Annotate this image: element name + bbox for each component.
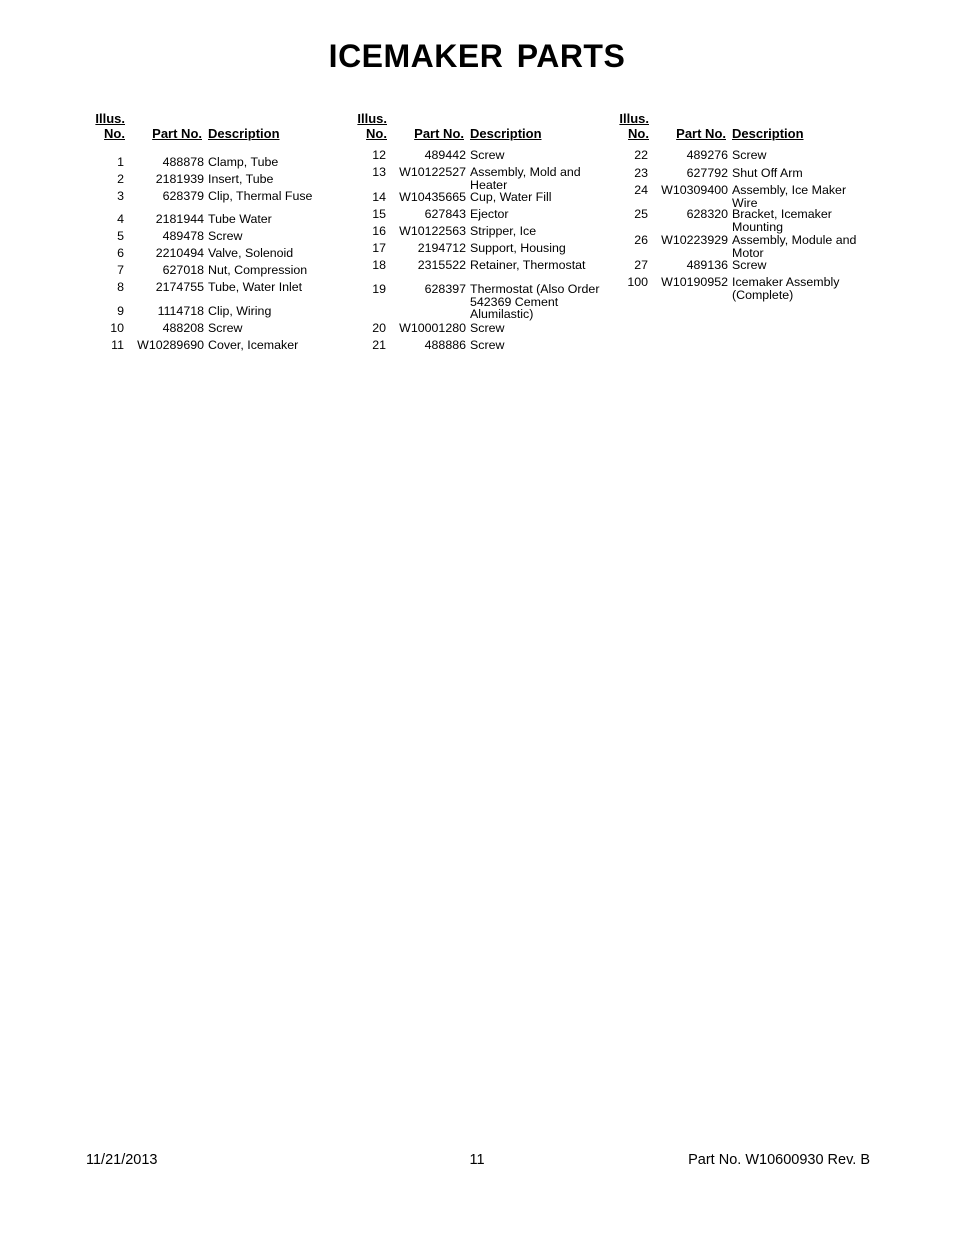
part-description: Screw <box>208 229 243 243</box>
part-description: Stripper, Ice <box>470 224 537 238</box>
part-no: 627018 <box>162 263 204 277</box>
part-description: Clip, Thermal Fuse <box>208 189 313 203</box>
part-no: 627843 <box>424 207 466 221</box>
part-no: 2181944 <box>155 212 204 226</box>
part-description: Cover, Icemaker <box>208 338 299 352</box>
part-no: 2194712 <box>417 241 466 255</box>
illus-no: 17 <box>372 241 386 255</box>
column-header <box>348 110 598 144</box>
part-no-header: Part No. <box>414 126 464 141</box>
illus-no: 10 <box>110 321 124 335</box>
part-description: Tube, Water Inlet <box>208 280 303 294</box>
illus-no: 13 <box>372 165 386 179</box>
illus-no: 3 <box>117 189 124 203</box>
part-description: Cup, Water Fill <box>470 190 552 204</box>
illus-no: 7 <box>117 263 124 277</box>
part-description: Tube Water <box>208 212 272 226</box>
part-no-header: Part No. <box>676 126 726 141</box>
illus-no: 11 <box>111 338 124 352</box>
part-description: Icemaker Assembly (Complete) <box>732 275 840 302</box>
illus-no: 15 <box>372 207 386 221</box>
illus-no: 27 <box>634 258 648 272</box>
illus-no: 20 <box>372 321 386 335</box>
illus-no: 23 <box>634 166 648 180</box>
page-title: ICEMAKER PARTS <box>328 38 626 74</box>
part-description: Screw <box>732 258 767 272</box>
part-description: Clamp, Tube <box>208 155 279 169</box>
illus-no: 14 <box>372 190 386 204</box>
part-description: Screw <box>470 321 505 335</box>
part-description: Assembly, Module and Motor <box>732 233 857 260</box>
part-no: 489136 <box>686 258 728 272</box>
part-no: W10122527 <box>399 165 466 179</box>
part-no: 1114718 <box>157 304 204 318</box>
page-number: 11 <box>469 1152 485 1168</box>
part-no: 489478 <box>162 229 204 243</box>
part-no: 488886 <box>424 338 466 352</box>
part-description: Bracket, Icemaker Mounting <box>732 207 832 234</box>
part-description: Assembly, Ice Maker Wire <box>732 183 847 210</box>
illus-no: 9 <box>117 304 124 318</box>
illus-no: 6 <box>117 246 124 260</box>
part-no: 2210494 <box>155 246 204 260</box>
parts-column-2 <box>348 110 600 352</box>
description-header: Description <box>732 126 804 141</box>
part-description: Support, Housing <box>470 241 566 255</box>
illus-no: 25 <box>634 207 648 221</box>
column-header <box>610 110 860 144</box>
illus-no: 24 <box>634 183 648 197</box>
illus-no: 19 <box>372 282 386 296</box>
illus-no-header: Illus. No. <box>95 111 125 141</box>
document-part-number: Part No. W10600930 Rev. B <box>688 1152 870 1168</box>
part-no: 628379 <box>162 189 204 203</box>
part-description: Screw <box>208 321 243 335</box>
part-no: 489276 <box>686 148 728 162</box>
part-no-header: Part No. <box>152 126 202 141</box>
illus-no: 12 <box>372 148 386 162</box>
part-description: Screw <box>732 148 767 162</box>
illus-no: 21 <box>372 338 386 352</box>
parts-column-1 <box>86 110 336 352</box>
part-description: Screw <box>470 148 505 162</box>
part-no: W10223929 <box>661 233 728 247</box>
part-no: 489442 <box>424 148 466 162</box>
part-description: Shut Off Arm <box>732 166 803 180</box>
part-no: 488208 <box>162 321 204 335</box>
part-no: W10122563 <box>399 224 466 238</box>
part-no: 2174755 <box>155 280 204 294</box>
part-no: 627792 <box>686 166 728 180</box>
part-description: Retainer, Thermostat <box>470 258 586 272</box>
part-description: Valve, Solenoid <box>208 246 294 260</box>
part-no: 488878 <box>162 155 204 169</box>
part-no: W10001280 <box>399 321 466 335</box>
illus-no: 5 <box>117 229 124 243</box>
illus-no-header: Illus. No. <box>357 111 387 141</box>
part-description: Nut, Compression <box>208 263 308 277</box>
column-header <box>86 110 336 144</box>
part-description: Screw <box>470 338 505 352</box>
part-description: Clip, Wiring <box>208 304 272 318</box>
illus-no: 16 <box>372 224 386 238</box>
part-no: 628397 <box>424 282 466 296</box>
illus-no: 1 <box>117 155 124 169</box>
part-description: Thermostat (Also Order 542369 Cement Alumilastic) <box>470 282 600 321</box>
illus-no: 26 <box>634 233 648 247</box>
part-description: Insert, Tube <box>208 172 274 186</box>
part-no: W10309400 <box>661 183 728 197</box>
part-no: 628320 <box>686 207 728 221</box>
part-no: 2315522 <box>417 258 466 272</box>
part-no: 2181939 <box>155 172 204 186</box>
illus-no: 4 <box>117 212 124 226</box>
part-no: W10190952 <box>661 275 728 289</box>
illus-no-header: Illus. No. <box>619 111 649 141</box>
illus-no: 2 <box>117 172 124 186</box>
part-no: W10435665 <box>399 190 466 204</box>
illus-no: 8 <box>117 280 124 294</box>
description-header: Description <box>470 126 542 141</box>
illus-no: 100 <box>627 275 648 289</box>
part-description: Ejector <box>470 207 509 221</box>
parts-column-3 <box>610 110 860 302</box>
illus-no: 18 <box>372 258 386 272</box>
part-no: W10289690 <box>137 338 204 352</box>
part-description: Assembly, Mold and Heater <box>470 165 581 192</box>
footer-date: 11/21/2013 <box>86 1152 158 1168</box>
illus-no: 22 <box>634 148 648 162</box>
description-header: Description <box>208 126 280 141</box>
